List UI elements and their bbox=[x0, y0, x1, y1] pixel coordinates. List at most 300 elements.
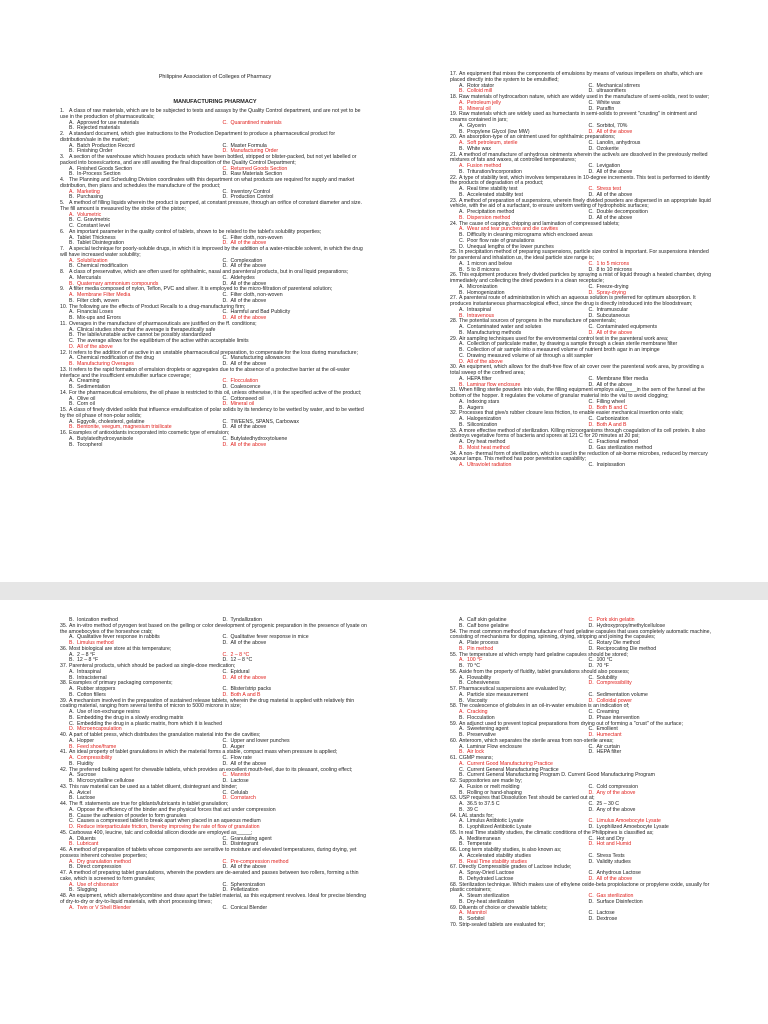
option-text: Fluidity bbox=[77, 760, 94, 767]
option-letter: B. bbox=[69, 743, 74, 750]
option-letter: B. bbox=[69, 194, 74, 201]
question-item bbox=[60, 287, 370, 304]
document-title: MANUFACTURING PHARMACY bbox=[173, 99, 257, 105]
option-text: Approved for use materials bbox=[77, 119, 139, 126]
option-text: Intravenous bbox=[467, 312, 495, 319]
option-letter: C. bbox=[588, 818, 594, 825]
question-stem bbox=[60, 178, 370, 190]
question-item bbox=[450, 865, 712, 882]
option-letter: D. bbox=[588, 697, 594, 704]
option-letter: C. bbox=[588, 783, 594, 790]
option-text: Rotor stator bbox=[467, 82, 495, 89]
option-letter: B. bbox=[69, 657, 74, 664]
option-letter: C. bbox=[459, 352, 465, 359]
option-text: Lanolin, anhydrous bbox=[596, 140, 641, 146]
option-text: The average allows for the equilibrium of the active within acceptable limits bbox=[77, 338, 249, 344]
option-letter: A. bbox=[459, 82, 464, 89]
option-text: Particle size measurement bbox=[467, 691, 529, 698]
question-item bbox=[450, 687, 712, 704]
option-text: Hopper bbox=[77, 737, 95, 744]
option-letter: D. bbox=[69, 726, 75, 733]
option-text: Calf skin gelatine bbox=[467, 617, 507, 623]
option-text: Dry heat method bbox=[467, 439, 506, 445]
option-text: Financial Loses bbox=[77, 309, 114, 316]
option-letter: C. bbox=[588, 375, 594, 382]
option-text: 70 °F bbox=[596, 663, 609, 669]
option-text: Oppose the efficiency of the binder and the physical forces that act under compression bbox=[77, 806, 276, 813]
option-text: Hydroxypropylmethylcellulose bbox=[596, 622, 666, 629]
option-letter: A. bbox=[459, 801, 464, 807]
question-number: 54. bbox=[450, 628, 458, 635]
question-number: 8. bbox=[60, 269, 65, 275]
option-letter: A. bbox=[459, 852, 464, 859]
option-letter: C. bbox=[588, 893, 594, 899]
option-letter: D. bbox=[588, 749, 594, 756]
option-text: Returned Goods Section bbox=[230, 165, 288, 172]
question-number: 26. bbox=[450, 272, 458, 279]
option-text: 5 to 8 microns bbox=[467, 266, 500, 273]
option-letter: D. bbox=[588, 168, 594, 175]
option-letter: C. bbox=[222, 309, 228, 316]
option-letter: C. bbox=[222, 292, 228, 298]
option-letter: C. bbox=[588, 324, 594, 330]
option-text: Pork skin gelatin bbox=[596, 617, 635, 623]
option-text: Current General Manufacturing Program D. Current Good Manufacturing Program bbox=[467, 772, 655, 779]
option-text: Manufacturing methods bbox=[467, 329, 522, 336]
option-letter: D. bbox=[588, 714, 594, 721]
option-text: Any of the above bbox=[596, 806, 636, 813]
option-text: Surface Disinfection bbox=[596, 898, 643, 905]
question-item bbox=[450, 319, 712, 336]
option-text: Lactose bbox=[77, 795, 96, 802]
question-number: 32. bbox=[450, 410, 458, 417]
option-letter: C. bbox=[588, 122, 594, 129]
option-text: All of the above bbox=[596, 381, 633, 388]
option-letter: A. bbox=[69, 418, 74, 425]
question-number: 11. bbox=[60, 320, 67, 327]
option-letter: D. bbox=[588, 824, 594, 830]
question-number: 25. bbox=[450, 249, 458, 256]
option-text: Fusion method bbox=[467, 163, 502, 169]
option-letter: B. bbox=[459, 663, 464, 669]
answer-option-correct bbox=[589, 681, 713, 687]
question-text: An important parameter in the quality control of tablets, shown to be related to the tablet's solubility properties; bbox=[69, 228, 322, 235]
option-text: Finishing Order bbox=[77, 148, 113, 155]
option-text: Rubber stoppers bbox=[77, 686, 116, 692]
option-text: Viscosity bbox=[467, 697, 488, 704]
question-item bbox=[450, 273, 712, 296]
option-text: Ionization method bbox=[77, 617, 118, 623]
question-text: The cause of capping, chipping and lamination of compressed tablets; bbox=[459, 220, 620, 227]
option-letter: B. bbox=[69, 332, 74, 339]
option-letter: A. bbox=[69, 326, 74, 333]
option-letter: B. bbox=[69, 864, 74, 871]
question-text: In precipitation method of preparing suspensions, particle size control is important. For suspensions intended for parenteral and inhalation us, the ideal particle size range is; bbox=[450, 249, 709, 261]
option-text: Cottonseed oil bbox=[230, 395, 264, 402]
question-number: 59. bbox=[450, 720, 458, 727]
question-number: 30. bbox=[450, 364, 458, 371]
option-text: Gas sterilization method bbox=[596, 444, 653, 451]
question-number: 18. bbox=[450, 94, 458, 100]
option-letter: A. bbox=[459, 870, 464, 876]
option-letter: A. bbox=[69, 755, 74, 761]
question-item bbox=[60, 109, 370, 132]
question-number: 17. bbox=[450, 71, 458, 77]
option-text: 70 °C bbox=[467, 663, 481, 669]
option-letter: C. bbox=[222, 737, 228, 744]
option-letter: B. bbox=[69, 280, 74, 287]
option-letter: B. bbox=[69, 315, 74, 321]
option-letter: C. bbox=[222, 904, 228, 911]
answer-option-correct bbox=[223, 121, 371, 127]
option-text: Freeze-drying bbox=[596, 283, 629, 290]
question-item bbox=[450, 72, 712, 95]
question-number: 7. bbox=[60, 246, 65, 252]
answer-option bbox=[69, 443, 217, 449]
option-letter: D. bbox=[588, 806, 594, 813]
option-letter: C. bbox=[222, 435, 228, 442]
option-letter: C. bbox=[222, 858, 228, 865]
option-text: Lactose bbox=[230, 778, 249, 784]
option-letter: D. bbox=[222, 691, 228, 698]
question-text: Overages in the manufacture of pharmaceuticals are justified on the ff. conditions; bbox=[69, 320, 257, 327]
option-letter: D. bbox=[222, 315, 228, 321]
option-text: All of the above bbox=[230, 864, 267, 871]
question-text: Carbowax 400, leucine, talc and colloidal silicon dioxide are employed as_____; bbox=[69, 829, 253, 836]
option-letter: C. bbox=[222, 234, 228, 241]
option-letter: B. bbox=[69, 441, 74, 448]
option-letter: A. bbox=[459, 186, 464, 192]
option-text: Filter cloth, non-woven bbox=[230, 292, 283, 298]
answer-options bbox=[450, 463, 712, 469]
option-letter: B. bbox=[459, 645, 464, 652]
option-text: Emollient bbox=[596, 726, 618, 733]
option-letter: B. bbox=[69, 148, 74, 155]
page-2-right-column bbox=[450, 618, 712, 929]
option-text: Sedimentation bbox=[77, 384, 111, 390]
option-letter: D. bbox=[222, 674, 228, 681]
option-text: Blister/strip packs bbox=[230, 686, 272, 692]
option-text: All of the above bbox=[230, 640, 267, 646]
question-number: 38. bbox=[60, 680, 68, 687]
question-number: 45. bbox=[60, 829, 68, 836]
question-stem bbox=[60, 201, 370, 213]
option-text: 39 C bbox=[467, 806, 478, 813]
option-text: All of the above bbox=[230, 760, 267, 767]
option-text: Colloid mill bbox=[467, 88, 493, 95]
question-text: When filling sterile powders into vials, the filling equipment employs a/an____in the sem of the funnel at the bottom of the hopper. It regulates the volume of granular material into the vial to avoid clogging; bbox=[450, 387, 705, 399]
option-text: Purchasing bbox=[77, 194, 103, 201]
option-letter: B. bbox=[459, 858, 464, 865]
question-item bbox=[60, 768, 370, 785]
option-text: Levigation bbox=[596, 163, 621, 169]
option-text: 100 °C bbox=[596, 657, 613, 664]
option-text: Air curtain bbox=[596, 743, 620, 750]
option-letter: D. bbox=[588, 680, 594, 687]
option-letter: B. bbox=[69, 760, 74, 767]
option-letter: C. bbox=[222, 142, 228, 149]
option-letter: D. bbox=[222, 361, 228, 367]
option-letter: C. bbox=[222, 355, 228, 362]
option-letter: A. bbox=[69, 188, 74, 195]
option-text: Limulus method bbox=[77, 640, 114, 646]
option-text: Upper and lower punches bbox=[230, 737, 290, 744]
question-number: 47. bbox=[60, 870, 68, 876]
option-text: All of the above bbox=[596, 875, 633, 882]
option-letter: C. bbox=[588, 910, 594, 917]
option-letter: C. bbox=[588, 163, 594, 169]
question-item bbox=[450, 135, 712, 152]
option-text: Quarantined materials bbox=[230, 119, 282, 126]
question-number: 14. bbox=[60, 389, 68, 396]
option-text: Cracking bbox=[467, 709, 488, 715]
option-letter: A. bbox=[459, 375, 464, 382]
question-item bbox=[60, 155, 370, 178]
question-text: USP requires that Dissolution Test should be carried out at; bbox=[459, 795, 595, 802]
question-item bbox=[450, 199, 712, 222]
option-text: Tablet Thickness bbox=[77, 234, 116, 241]
option-text: Cold compression bbox=[596, 783, 639, 790]
option-text: Avicel bbox=[77, 789, 91, 796]
option-text: Hot and Humid bbox=[596, 841, 632, 848]
option-letter: A. bbox=[459, 140, 464, 146]
option-letter: B. bbox=[69, 263, 74, 270]
option-text: Marketing bbox=[77, 188, 100, 195]
question-item bbox=[60, 322, 370, 351]
option-letter: B. bbox=[69, 217, 74, 224]
option-text: Mineral oil bbox=[467, 105, 491, 112]
option-letter: D. bbox=[222, 171, 228, 178]
option-letter: B. bbox=[459, 898, 464, 905]
option-letter: A. bbox=[69, 309, 74, 316]
option-letter: D. bbox=[588, 145, 594, 152]
answer-option bbox=[589, 860, 713, 866]
question-number: 41. bbox=[60, 749, 68, 756]
option-text: Stress Tests bbox=[596, 852, 625, 859]
option-letter: A. bbox=[69, 119, 74, 126]
option-letter: A. bbox=[459, 657, 464, 664]
option-text: Cause the adhesion of powder to form granules bbox=[77, 812, 187, 819]
option-text: Cornstarch bbox=[230, 795, 256, 802]
question-number: 31. bbox=[450, 387, 458, 394]
answer-option bbox=[589, 750, 713, 756]
question-number: 2. bbox=[60, 131, 65, 137]
option-text: Filling wheel bbox=[596, 398, 626, 405]
option-letter: C. bbox=[588, 657, 594, 664]
answer-option bbox=[223, 779, 371, 785]
option-text: Solubility bbox=[596, 674, 618, 681]
option-letter: A. bbox=[459, 324, 464, 330]
option-letter: C. bbox=[588, 209, 594, 215]
question-number: 3. bbox=[60, 154, 65, 160]
option-letter: D. bbox=[588, 421, 594, 428]
option-text: Clinical studies show that the average is therapeutically safe bbox=[77, 326, 216, 333]
answer-option bbox=[589, 808, 713, 814]
question-text: The temperature at which empty hard gelatine capsules should be stored; bbox=[459, 651, 628, 658]
question-number: 19. bbox=[450, 111, 458, 118]
option-letter: D. bbox=[222, 617, 228, 623]
question-item bbox=[60, 408, 370, 431]
option-text: Fusion or melt molding bbox=[467, 783, 520, 790]
question-item bbox=[60, 178, 370, 201]
option-text: Spray-drying bbox=[596, 289, 626, 296]
option-text: The labile/unstable active cannot be possibly standardized bbox=[77, 332, 212, 339]
option-text: 2 – 8 °F bbox=[77, 651, 96, 658]
option-letter: B. bbox=[459, 824, 464, 830]
option-text: Sedimentation volume bbox=[596, 691, 648, 698]
option-text: Rolling or hand-shaping bbox=[467, 789, 522, 796]
option-text: Colloidal power bbox=[596, 697, 632, 704]
option-letter: B. bbox=[459, 105, 464, 112]
option-text: 1 to 5 microns bbox=[596, 260, 630, 267]
question-text: In real Time stability studies, the climatic conditions of the Philippines is classified as; bbox=[459, 829, 654, 836]
question-text: It refers to the rapid formation of emulsion droplets or aggregates due to the absence of a protective barrier at the oil-water interface and the insufficient emulsifier surface coverage; bbox=[60, 366, 350, 379]
question-text: Strip-sealed tablets are evaluated for; bbox=[459, 921, 546, 928]
question-text: Processes that give/s rubber closure less friction, to enable easier mechanical insertion onto vials; bbox=[459, 410, 684, 417]
question-item bbox=[60, 681, 370, 698]
option-letter: D. bbox=[222, 148, 228, 155]
question-text: The coalescence of globules in an oil-in-water emulsion is an indication of; bbox=[459, 703, 630, 710]
option-text: Plate process bbox=[467, 640, 499, 646]
question-item bbox=[450, 337, 712, 366]
option-text: 100 °F bbox=[467, 657, 483, 664]
option-letter: D. bbox=[588, 645, 594, 652]
question-stem bbox=[450, 923, 712, 929]
option-text: Laminar Flow enclosure bbox=[467, 743, 523, 750]
option-letter: A. bbox=[459, 99, 464, 106]
option-text: Finished Goods Section bbox=[77, 165, 133, 172]
question-number: 6. bbox=[60, 228, 65, 235]
option-letter: B. bbox=[459, 772, 464, 779]
answer-option-correct bbox=[223, 796, 371, 802]
option-text: All of the above bbox=[596, 191, 633, 198]
option-letter: C. bbox=[69, 818, 75, 825]
option-letter: B. bbox=[459, 444, 464, 451]
option-letter: B. bbox=[459, 841, 464, 848]
option-text: Use of ion-exchange resins bbox=[77, 709, 140, 715]
question-number: 63. bbox=[450, 795, 458, 802]
option-letter: A. bbox=[459, 893, 464, 899]
option-letter: C. bbox=[588, 462, 594, 468]
option-text: Propylene Glycol (low MW) bbox=[467, 128, 530, 135]
question-number: 10. bbox=[60, 303, 68, 310]
option-letter: D. bbox=[588, 916, 594, 922]
question-number: 39. bbox=[60, 697, 68, 704]
option-letter: C. bbox=[459, 766, 465, 773]
question-item bbox=[60, 848, 370, 871]
option-letter: D. bbox=[588, 622, 594, 629]
question-text: A method of preparation of suspensions, wherein finely divided powders are dispersed in an appropriate liquid vehicle, with the aid of a surfactant, to ensure uniform wetting of hydrophobic surfaces; bbox=[450, 197, 711, 210]
option-letter: C. bbox=[588, 82, 594, 89]
option-letter: C. bbox=[222, 418, 228, 425]
option-text: Quaternary ammonium compounds bbox=[77, 280, 159, 287]
option-text: Disintegrant bbox=[230, 841, 259, 848]
question-item bbox=[450, 814, 712, 831]
option-text: Soft petroleum, sterile bbox=[467, 140, 518, 146]
option-letter: D. bbox=[588, 266, 594, 273]
option-text: Laminar flow enclosure bbox=[467, 381, 521, 388]
question-text: Examples of antioxidants incorporated into cosmetic type of emulsion; bbox=[69, 430, 230, 436]
answer-options bbox=[450, 227, 712, 250]
option-text: Coalescence bbox=[230, 384, 261, 390]
answer-options bbox=[60, 328, 370, 351]
option-letter: D. bbox=[588, 128, 594, 135]
option-text: Creaming bbox=[596, 709, 619, 715]
option-letter: A. bbox=[459, 462, 464, 468]
question-number: 48. bbox=[60, 893, 68, 899]
option-text: Augers bbox=[467, 404, 484, 411]
question-text: A class of finely divided solids that influence emulsification of polar solids by its tendency to be wetted by water, and to be wetted by the oil phase of non-polar solids; bbox=[60, 407, 364, 419]
question-item bbox=[450, 296, 712, 319]
question-item bbox=[450, 906, 712, 923]
option-text: Air lock bbox=[467, 749, 485, 756]
option-letter: B. bbox=[459, 381, 464, 388]
question-text: A method of manufacture of anhydrous ointments wherein the active/s are dissolved in the previously melted mixtures of fats and waxes, at controlled temperatures; bbox=[450, 151, 708, 164]
option-letter: C. bbox=[69, 223, 75, 229]
option-letter: C. bbox=[588, 306, 594, 313]
option-letter: C. bbox=[588, 140, 594, 146]
option-text: Calf bone gelatine bbox=[467, 622, 509, 629]
option-text: Mix-ups and Errors bbox=[77, 315, 121, 321]
option-letter: D. bbox=[222, 401, 228, 408]
option-letter: C. bbox=[69, 720, 75, 727]
question-text: It refers to the addition of an active in an unstable pharmaceutical preparation, to compensate for the loss during manufacture; bbox=[69, 349, 358, 356]
question-text: Raw materials which are widely used as humectants in semi-solids to prevent "crusting" in ointment and creams contained in jars; bbox=[450, 111, 697, 123]
question-number: 28. bbox=[450, 318, 458, 325]
option-text: Both A and B bbox=[230, 691, 261, 698]
option-text: Reciprocating Die method bbox=[596, 645, 657, 652]
question-item bbox=[60, 391, 370, 408]
option-text: Dry granulation method bbox=[77, 858, 131, 865]
option-text: Feed shoe/frame bbox=[77, 743, 117, 750]
option-letter: D. bbox=[588, 875, 594, 882]
question-number: 42. bbox=[60, 766, 68, 773]
question-text: An equipment that mixes the components of emulsions by means of various impellers on shafts, which are placed directly into the system to be emulsified; bbox=[450, 71, 703, 83]
option-letter: A. bbox=[459, 743, 464, 750]
question-number: 1. bbox=[60, 108, 65, 114]
option-text: Mercurials bbox=[77, 274, 101, 281]
option-text: Inventory Control bbox=[230, 188, 271, 195]
option-letter: C. bbox=[588, 691, 594, 698]
option-text: Sucrose bbox=[77, 772, 97, 779]
option-text: Volumetric bbox=[77, 211, 102, 218]
option-letter: A. bbox=[69, 709, 74, 715]
answer-options bbox=[450, 762, 712, 779]
option-letter: A. bbox=[69, 435, 74, 442]
option-letter: A. bbox=[69, 789, 74, 796]
question-number: 9. bbox=[60, 286, 65, 293]
question-item bbox=[450, 250, 712, 273]
option-letter: C. bbox=[588, 398, 594, 405]
option-text: Raw Materials Section bbox=[230, 171, 283, 178]
question-number: 43. bbox=[60, 783, 68, 790]
option-letter: C. bbox=[69, 338, 75, 344]
option-text: Creaming bbox=[77, 378, 100, 385]
option-letter: B. bbox=[459, 714, 464, 721]
question-number: 61. bbox=[450, 755, 458, 761]
option-letter: C. bbox=[222, 772, 228, 779]
option-letter: B. bbox=[69, 424, 74, 431]
question-text: An equipment, which alternatelycombine and draw apart the tablet material, as this equipment revolves. Ideal for precise blending of dry-to-dry or dry-to-liquid materials, with short processing times; bbox=[60, 893, 367, 905]
option-text: C. Gravimetric bbox=[77, 217, 111, 224]
option-letter: B. bbox=[69, 887, 74, 894]
question-number: 24. bbox=[450, 220, 458, 227]
question-item bbox=[60, 368, 370, 391]
question-text: The Planning and Scheduling Division coordinates with this department on what products are required for supply and market distribution, then plans and schedules the manufacture of the product; bbox=[60, 177, 355, 189]
answer-options bbox=[60, 808, 370, 831]
option-letter: D. bbox=[588, 732, 594, 738]
option-text: Subcutaneous bbox=[596, 312, 630, 319]
